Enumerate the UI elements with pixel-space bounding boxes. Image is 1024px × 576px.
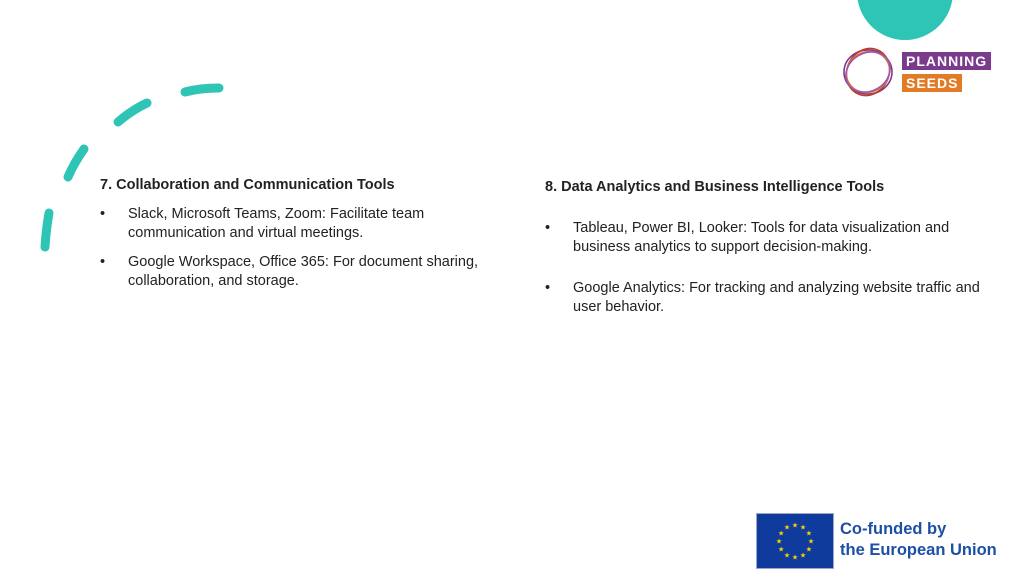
list-item: • Google Workspace, Office 365: For document sharing, collaboration, and storage. — [100, 253, 520, 291]
eu-star: ★ — [799, 524, 807, 532]
eu-flag-icon — [756, 513, 834, 569]
eu-star: ★ — [807, 538, 815, 546]
eu-star: ★ — [783, 524, 791, 532]
eu-badge-text — [840, 519, 997, 561]
eu-star: ★ — [778, 530, 785, 538]
arc-dash-4 — [45, 213, 49, 247]
eu-star: ★ — [799, 552, 807, 560]
eu-star: ★ — [783, 552, 791, 560]
eu-badge-line-1: Co-funded by — [840, 520, 947, 538]
eu-stars-icon — [757, 514, 833, 568]
section-title: 8. Data Analytics and Business Intelligence Tools — [545, 179, 885, 195]
eu-star: ★ — [778, 546, 785, 554]
decorative-circle — [857, 0, 953, 40]
logo-rings-icon — [840, 44, 896, 100]
arc-dash-3 — [68, 149, 84, 177]
planning-seeds-logo — [840, 44, 1000, 100]
analytics-tools-section — [545, 178, 995, 317]
eu-star: ★ — [791, 522, 799, 530]
list-item: • Tableau, Power BI, Looker: Tools for data visualization and business analytics to support decision-making. — [545, 219, 995, 257]
eu-badge-line-2: the European Union — [840, 541, 997, 559]
eu-cofunded-badge — [756, 513, 1006, 569]
logo-text-planning: PLANNING — [902, 52, 991, 70]
logo-text-seeds: SEEDS — [902, 74, 962, 92]
collaboration-tools-section — [100, 176, 520, 291]
eu-star: ★ — [805, 546, 812, 554]
eu-star: ★ — [775, 538, 783, 546]
bullet-list — [545, 219, 995, 317]
eu-star: ★ — [805, 530, 812, 538]
bullet-list — [100, 205, 520, 291]
eu-star: ★ — [791, 554, 799, 562]
section-title: 7. Collaboration and Communication Tools — [100, 177, 395, 193]
list-item: • Google Analytics: For tracking and analyzing website traffic and user behavior. — [545, 279, 995, 317]
list-item: • Slack, Microsoft Teams, Zoom: Facilitate team communication and virtual meetings. — [100, 205, 520, 243]
arc-dash-1 — [185, 88, 219, 92]
arc-dash-2 — [118, 103, 147, 122]
